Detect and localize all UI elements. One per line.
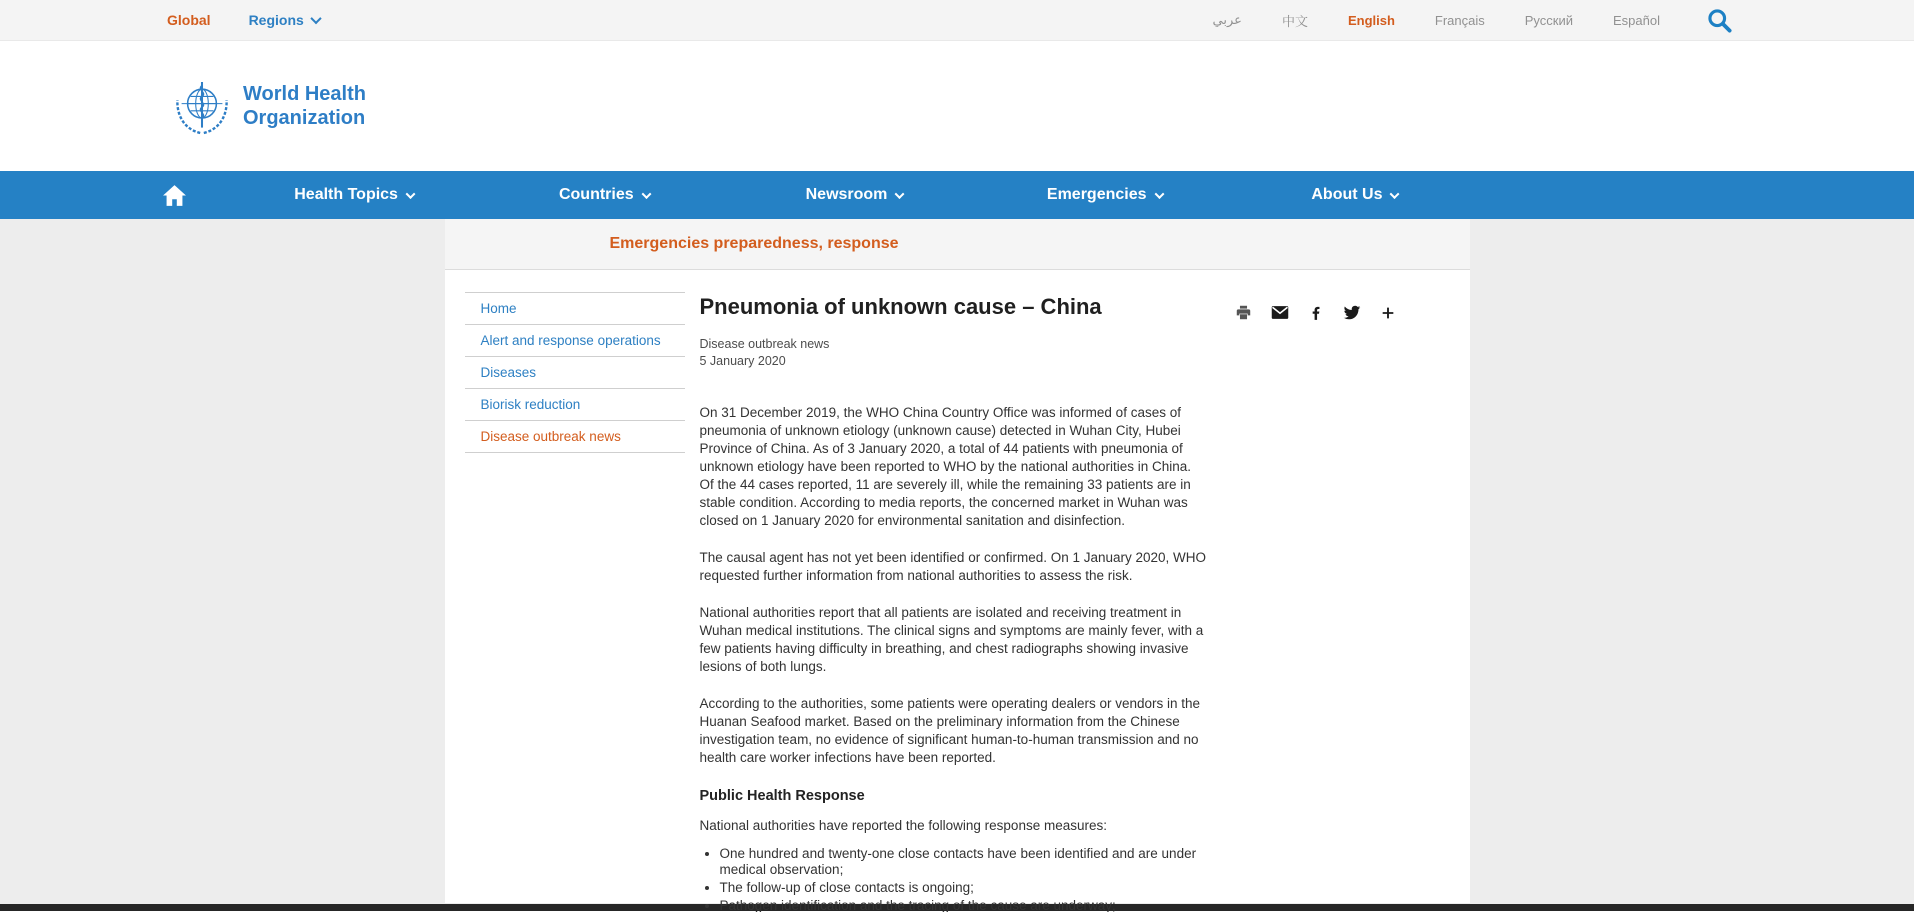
sidebar xyxy=(465,292,685,903)
language-switcher xyxy=(1213,7,1733,34)
lang-spanish[interactable]: Español xyxy=(1613,12,1660,28)
sidebar-item-disease-outbreak-news[interactable]: Disease outbreak news xyxy=(465,420,685,453)
article-paragraph: According to the authorities, some patients were operating dealers or vendors in the Huanan Seafood market. Based on the preliminary information from the Chinese investigation team, no evidence of significant human-to-human transmission and no health care worker infections have been reported. xyxy=(699,696,1201,765)
chevron-down-icon xyxy=(1154,189,1164,199)
bullet-item: • Pathogen identification and the tracing of the cause are underway; xyxy=(720,898,1210,912)
content-card xyxy=(445,270,1470,912)
chevron-down-icon xyxy=(895,189,905,199)
lang-chinese[interactable]: 中文 xyxy=(1281,13,1308,29)
nav-health-topics[interactable]: Health Topics xyxy=(229,186,479,204)
response-measures-list xyxy=(700,846,1210,912)
section-intro: National authorities have reported the following response measures: xyxy=(699,818,1107,833)
lang-english[interactable]: English xyxy=(1347,12,1395,28)
article-meta xyxy=(700,336,1460,370)
section-heading: Public Health Response xyxy=(699,788,865,804)
magnifier-glyph xyxy=(1706,7,1733,34)
top-bar xyxy=(0,0,1914,41)
main-nav xyxy=(0,171,1914,219)
bullet-item: • One hundred and twenty-one close contacts have been identified and are under medical observation; xyxy=(720,846,1210,878)
main-background xyxy=(0,219,1914,912)
who-logo-text: World Health Organization xyxy=(243,83,366,129)
article-paragraph: The causal agent has not yet been identified or confirmed. On 1 January 2020, WHO requested further information from national authorities to assess the risk. xyxy=(699,550,1207,583)
sidebar-item-alert-response[interactable]: Alert and response operations xyxy=(465,324,685,356)
search-icon[interactable] xyxy=(1706,7,1733,34)
nav-emergencies[interactable]: Emergencies xyxy=(980,186,1230,204)
chevron-down-icon xyxy=(641,189,651,199)
content-container xyxy=(445,219,1470,912)
twitter-icon[interactable] xyxy=(1343,305,1361,321)
lang-french[interactable]: Français xyxy=(1434,12,1485,28)
article-title: Pneumonia of unknown cause – China xyxy=(699,294,1102,319)
email-icon[interactable] xyxy=(1271,305,1289,320)
print-icon[interactable] xyxy=(1235,304,1252,321)
regions-dropdown[interactable] xyxy=(249,12,320,28)
article-paragraph: On 31 December 2019, the WHO China Country Office was informed of cases of pneumonia of unknown etiology (unknown cause) detected in Wuhan City, Hubei Province of China. As of 3 January 2020, a total of 44 patients with pneumonia of unknown etiology have been reported to WHO by the national authorities in China. Of the 44 cases reported, 11 are severely ill, while the remaining 33 patients are in stable condition. According to media reports, the concerned market in Wuhan was closed on 1 January 2020 for environmental sanitation and disinfection. xyxy=(699,405,1192,528)
nav-newsroom[interactable]: Newsroom xyxy=(729,186,979,204)
sidebar-item-diseases[interactable]: Diseases xyxy=(465,356,685,388)
lang-arabic[interactable]: عربي xyxy=(1212,12,1242,27)
more-share-icon[interactable] xyxy=(1380,305,1396,321)
topbar-left xyxy=(167,12,320,28)
section-title-link[interactable]: Emergencies preparedness, response xyxy=(609,235,899,252)
global-link[interactable]: Global xyxy=(167,12,211,28)
article-date: 5 January 2020 xyxy=(699,354,786,368)
regions-label: Regions xyxy=(248,12,304,28)
article-category: Disease outbreak news xyxy=(699,337,830,351)
article xyxy=(699,270,1460,912)
nav-items xyxy=(229,186,1480,204)
house-glyph xyxy=(162,184,187,207)
lang-russian[interactable]: Русский xyxy=(1524,12,1574,28)
article-paragraph: National authorities report that all patients are isolated and receiving treatment in Wuhan medical institutions. The clinical signs and symptoms are mainly fever, with a few patients having difficulty in breathing, and chest radiographs showing invasive lesions of both lungs. xyxy=(699,605,1204,674)
sidebar-item-biorisk[interactable]: Biorisk reduction xyxy=(465,388,685,420)
share-bar xyxy=(1235,304,1396,321)
section-band xyxy=(445,219,1470,270)
bullet-item: • The follow-up of close contacts is ongoing; xyxy=(720,880,1210,896)
chevron-down-icon xyxy=(1390,189,1400,199)
chevron-down-icon xyxy=(406,189,416,199)
chevron-down-icon xyxy=(310,13,321,24)
site-header xyxy=(0,41,1914,171)
nav-about-us[interactable]: About Us xyxy=(1230,186,1480,204)
home-icon[interactable] xyxy=(162,184,187,207)
who-logo[interactable] xyxy=(172,76,366,136)
facebook-icon[interactable] xyxy=(1308,304,1324,321)
sidebar-item-home[interactable]: Home xyxy=(465,292,685,324)
nav-countries[interactable]: Countries xyxy=(479,186,729,204)
who-emblem-icon xyxy=(172,76,232,136)
